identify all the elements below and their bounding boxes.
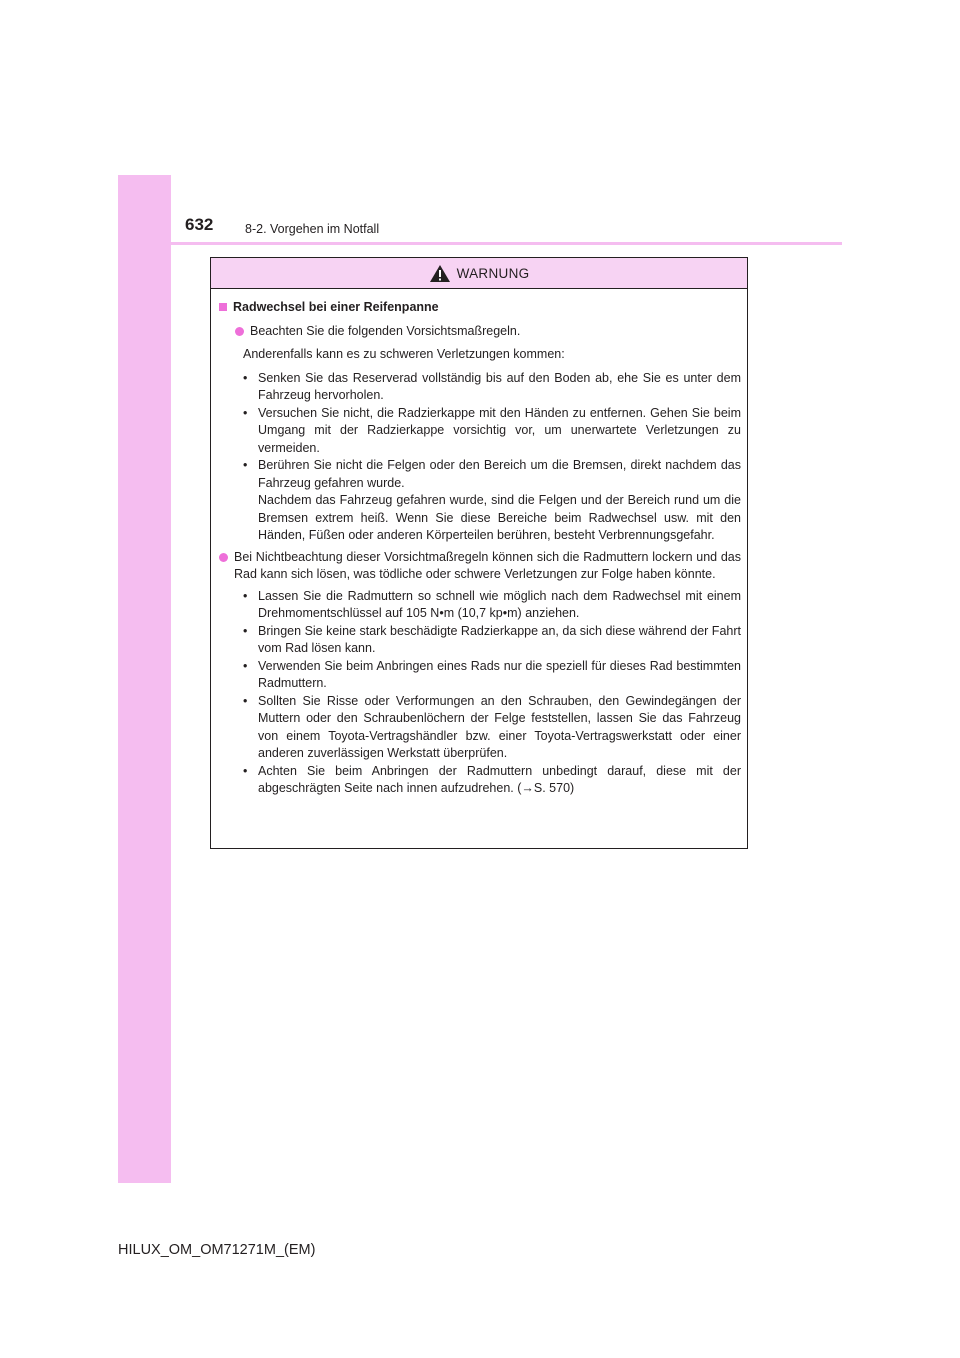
side-color-band [118, 175, 171, 1183]
sub-list-item [243, 457, 741, 545]
sub-list-item [243, 658, 741, 693]
warning-header [211, 258, 747, 289]
warning-box [210, 257, 748, 849]
followup-text: Anderenfalls kann es zu schweren Verletzungen kommen: [243, 347, 565, 361]
section-title: 8-2. Vorgehen im Notfall [245, 222, 380, 236]
bullet-mark: • [243, 763, 248, 778]
header-rule [118, 242, 842, 245]
bullet-mark: • [243, 405, 248, 420]
warning-body [211, 289, 747, 798]
item-text: Beachten Sie die folgenden Vorsichtsmaßregeln. [250, 323, 521, 338]
bullet-mark: • [243, 623, 248, 638]
bullet-mark: • [243, 588, 248, 603]
sub-list-item [243, 588, 741, 623]
item-text: Bei Nichtbeachtung dieser Vorsichtmaßregeln können sich die Radmuttern lockern und das Rad kann sich lösen, was tödliche oder schwere Verletzungen zur Folge haben könnte. [234, 549, 741, 581]
bullet-mark: • [243, 370, 248, 385]
warning-heading [219, 299, 741, 317]
bullet-mark: • [243, 693, 248, 708]
bullet-mark: • [243, 458, 248, 472]
sub-item-text: Verwenden Sie beim Anbringen eines Rads nur die speziell für dieses Rad bestimmten Radmuttern. [258, 658, 741, 690]
list-item [219, 323, 741, 341]
sub-item-text: Bringen Sie keine stark beschädigte Radzierkappe an, da sich diese während der Fahrt vom Rad lösen kann. [258, 623, 741, 655]
warning-triangle-icon [429, 264, 451, 283]
sub-list [219, 370, 741, 545]
sub-list-item [243, 693, 741, 763]
sub-list-item [243, 623, 741, 658]
sub-item-text: Berühren Sie nicht die Felgen oder den Bereich um die Bremsen, direkt nachdem das Fahrzeug gefahren wurde. [258, 458, 741, 490]
sub-list-item [243, 763, 741, 798]
sub-item-text: Lassen Sie die Radmuttern so schnell wie möglich nach dem Radwechsel mit einem Drehmomentschlüssel auf 105 N•m (10,7 kp•m) anziehen. [258, 588, 741, 620]
sub-item-text: Senken Sie das Reserverad vollständig bis auf den Boden ab, ehe Sie es unter dem Fahrzeug hervorholen. [258, 370, 741, 402]
page-number: 632 [185, 215, 214, 234]
sub-item-text: Achten Sie beim Anbringen der Radmuttern unbedingt darauf, diese mit der abgeschrägten Seite nach innen aufzudrehen. (→S. 570) [258, 763, 741, 795]
document-code: HILUX_OM_OM71271M_(EM) [118, 1242, 316, 1258]
circle-bullet-icon [219, 553, 228, 562]
heading-text: Radwechsel bei einer Reifenpanne [233, 300, 439, 314]
sub-item-text: Sollten Sie Risse oder Verformungen an den Schrauben, den Gewindegängen der Muttern oder den Schraubenlöchern der Felge feststellen, lassen Sie das Fahrzeug von einem Toyota-Vertragshändler bzw. einer Toyota-Vertragswerkstatt oder einer anderen zuverlässigen Werkstatt überprüfen. [258, 693, 741, 760]
list-item [219, 549, 741, 584]
sub-list-item [243, 405, 741, 458]
sub-item-text: Versuchen Sie nicht, die Radzierkappe mit den Händen zu entfernen. Gehen Sie beim Umgang mit der Radzierkappe vorsichtig vor, um unerwartete Verletzungen zu vermeiden. [258, 405, 741, 455]
square-bullet-icon [219, 303, 227, 311]
sub-list-item [243, 370, 741, 405]
warning-title: WARNUNG [456, 265, 530, 281]
bullet-mark: • [243, 658, 248, 673]
circle-bullet-icon [235, 327, 244, 336]
sub-item-text: Nachdem das Fahrzeug gefahren wurde, sind die Felgen und der Bereich rund um die Bremsen extrem heiß. Wenn Sie diese Bereiche beim Radwechsel usw. mit den Händen, Füßen oder anderen Körperteilen berühren, besteht Verbrennungsgefahr. [258, 493, 741, 542]
sub-list [219, 588, 741, 798]
